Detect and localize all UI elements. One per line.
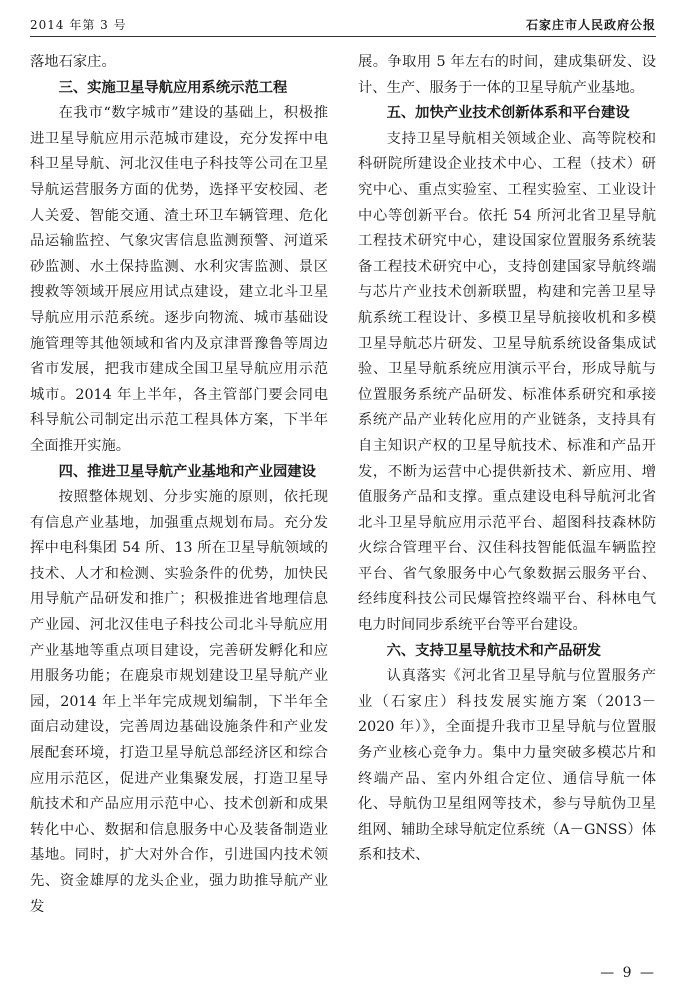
page-header <box>30 8 656 37</box>
section-heading-4: 四、推进卫星导航产业基地和产业园建设 <box>58 463 316 480</box>
page-number: — 9 — <box>600 965 656 981</box>
paragraph: 在我市“数字城市”建设的基础上，积极推进卫星导航应用示范城市建设，充分发挥中电科卫星导航、河北汉佳电子科技等公司在卫星导航运营服务方面的优势，选择平安校园、老人关爱、智能交通、渣土环卫车辆管理、危化品运输监控、气象灾害信息监测预警、河道采砂监测、水土保持监测、水利灾害监测、景区搜救等领域开展应用试点建设，建立北斗卫星导航应用示范系统。逐步向物流、城市基础设施管理等其他领域和省内及京津晋豫鲁等周边省市发展，把我市建成全国卫星导航应用示范城市。2014 年上半年，各主管部门要会同电科导航公司制定出示范工程具体方案，下半年全面推开实施。 <box>30 105 328 454</box>
issue-label: 2014 年第 3 号 <box>30 18 127 32</box>
right-column <box>358 50 656 869</box>
publication-title: 石家庄市人民政府公报 <box>525 18 656 32</box>
paragraph: 认真落实《河北省卫星导航与位置服务产业（石家庄）科技发展实施方案（2013－2020 年）》，全面提升我市卫星导航与位置服务产业核心竞争力。集中力量突破多模芯片和终端产品、室内外组合定位、通信导航一体化、导航伪卫星组网等技术，参与导航伪卫星组网、辅助全球导航定位系统（A－GNSS）体系和技术、 <box>358 668 656 864</box>
paragraph-continued: 落地石家庄。 <box>30 54 116 70</box>
left-column <box>30 50 328 920</box>
paragraph: 按照整体规划、分步实施的原则，依托现有信息产业基地，加强重点规划布局。充分发挥中电科集团 54 所、13 所在卫星导航领域的技术、人才和检测、实验条件的优势，加快民用导航产品研发和推广；积极推进省地理信息产业园、河北汉佳电子科技公司北斗导航应用产业基地等重点项目建设，完善研发孵化和应用服务功能；在鹿泉市规划建设卫星导航产业园，2014 年上半年完成规划编制，下半年全面启动建设，完善周边基础设施条件和产业发展配套环境，打造卫星导航总部经济区和综合应用示范区，促进产业集聚发展，打造卫星导航技术和产品应用示范中心、技术创新和成果转化中心、数据和信息服务中心及装备制造业基地。同时，扩大对外合作，引进国内技术领先、资金雄厚的龙头企业，强力助推导航产业发 <box>30 489 328 915</box>
paragraph-continued: 展。争取用 5 年左右的时间，建成集研发、设计、生产、服务于一体的卫星导航产业基地。 <box>358 54 656 96</box>
section-heading-6: 六、支持卫星导航技术和产品研发 <box>386 642 602 659</box>
paragraph: 支持卫星导航相关领域企业、高等院校和科研院所建设企业技术中心、工程（技术）研究中心、重点实验室、工程实验室、工业设计中心等创新平台。依托 54 所河北省卫星导航工程技术研究中心，建设国家位置服务系统装备工程技术研究中心，支持创建国家导航终端与芯片产业技术创新联盟，构建和完善卫星导航系统工程设计、多模卫星导航接收机和多模卫星导航芯片研发、卫星导航系统设备集成试验、卫星导航系统应用演示平台，形成导航与位置服务系统产品研发、标准体系研究和承接系统产品产业转化应用的产业链条，支持具有自主知识产权的卫星导航技术、标准和产品开发，不断为运营中心提供新技术、新应用、增值服务产品和支撑。重点建设电科导航河北省北斗卫星导航应用示范平台、超图科技森林防火综合管理平台、汉佳科技智能低温车辆监控平台、省气象服务中心气象数据云服务平台、经纬度科技公司民爆管控终端平台、科林电气电力时间同步系统平台等平台建设。 <box>358 130 656 634</box>
section-heading-3: 三、实施卫星导航应用系统示范工程 <box>58 79 288 96</box>
section-heading-5: 五、加快产业技术创新体系和平台建设 <box>386 105 630 122</box>
